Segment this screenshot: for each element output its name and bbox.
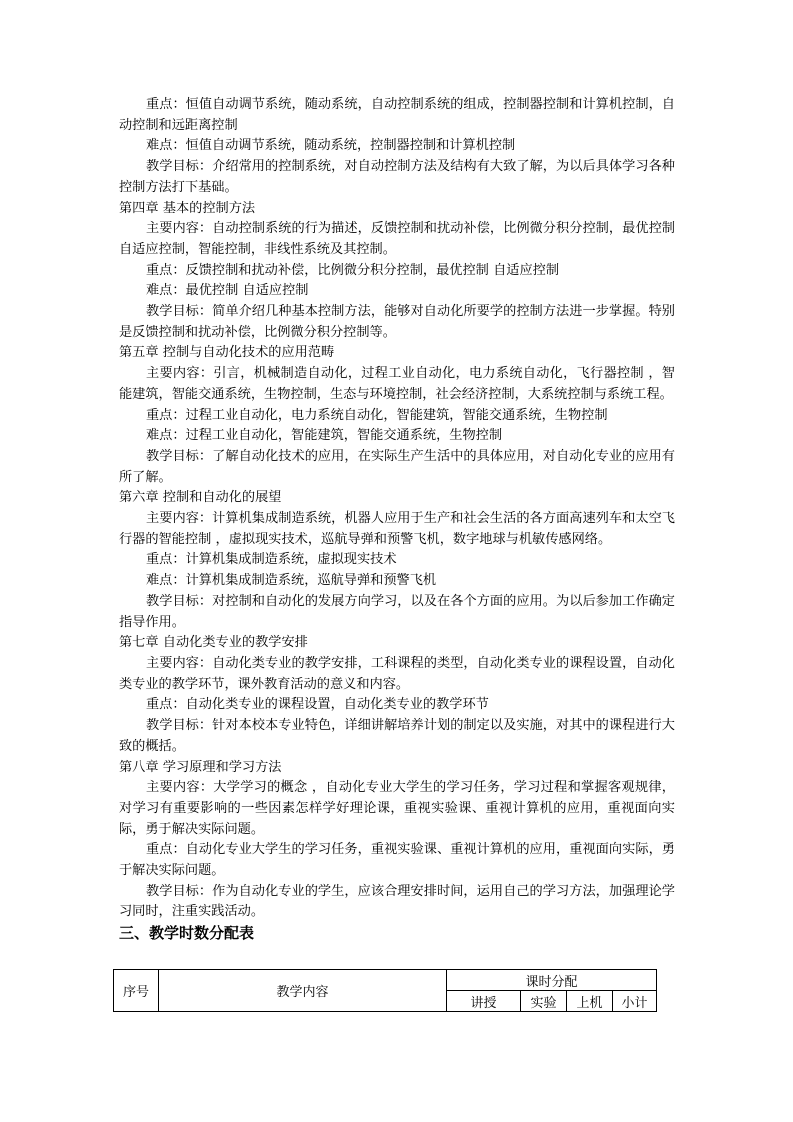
paragraph: 难点：计算机集成制造系统，巡航导弹和预警飞机 (146, 573, 437, 589)
chapter-heading: 第五章 控制与自动化技术的应用范畴 (119, 345, 335, 361)
paragraph: 主要内容：计算机集成制造系统，机器人应用于生产和社会生活的各方面高速列车和太空飞行器的智能控制 ，虚拟现实技术，巡航导弹和预警飞机，数字地球与机敏传感网络。 (119, 511, 675, 547)
section-title: 三、教学时数分配表 (119, 924, 255, 943)
header-subtotal: 小计 (613, 991, 657, 1012)
paragraph: 重点：自动化类专业的课程设置，自动化类专业的教学环节 (146, 697, 489, 713)
paragraph: 主要内容：引言，机械制造自动化，过程工业自动化，电力系统自动化，飞行器控制 ，智能建筑，智能交通系统，生物控制，生态与环境控制，社会经济控制，大系统控制与系统工程。 (119, 366, 675, 402)
paragraph: 教学目标：对控制和自动化的发展方向学习，以及在各个方面的应用。为以后参加工作确定指导作用。 (119, 593, 675, 630)
header-computer: 上机 (567, 991, 613, 1012)
table-header-row (114, 970, 657, 991)
header-hours: 课时分配 (447, 970, 657, 991)
paragraph: 重点：计算机集成制造系统，虚拟现实技术 (146, 552, 397, 568)
hours-allocation-table (113, 969, 657, 1012)
chapter-heading: 第八章 学习原理和学习方法 (119, 759, 282, 775)
paragraph: 难点：过程工业自动化，智能建筑，智能交通系统，生物控制 (146, 428, 503, 444)
paragraph: 难点：最优控制 自适应控制 (146, 283, 309, 299)
paragraph: 主要内容：自动控制系统的行为描述，反馈控制和扰动补偿，比例微分积分控制，最优控制 自适应控制，智能控制，非线性系统及其控制。 (119, 221, 675, 257)
paragraph: 教学目标：针对本校本专业特色，详细讲解培养计划的制定以及实施，对其中的课程进行大致的概括。 (119, 718, 675, 754)
paragraph: 教学目标：作为自动化专业的学生，应该合理安排时间，运用自己的学习方法，加强理论学习同时，注重实践活动。 (119, 883, 675, 920)
header-experiment: 实验 (521, 991, 567, 1012)
document-body (119, 95, 675, 943)
chapter-heading: 第七章 自动化类专业的教学安排 (119, 635, 308, 651)
header-content: 教学内容 (159, 970, 447, 1012)
paragraph: 教学目标：简单介绍几种基本控制方法，能够对自动化所要学的控制方法进一步掌握。特别是反馈控制和扰动补偿，比例微分积分控制等。 (119, 304, 675, 340)
header-lecture: 讲授 (447, 991, 521, 1012)
paragraph: 难点：恒值自动调节系统，随动系统，控制器控制和计算机控制 (146, 138, 516, 154)
paragraph: 重点：过程工业自动化，电力系统自动化，智能建筑，智能交通系统，生物控制 (146, 407, 608, 423)
paragraph: 重点：反馈控制和扰动补偿，比例微分积分控制，最优控制 自适应控制 (146, 262, 560, 278)
paragraph: 重点：恒值自动调节系统，随动系统，自动控制系统的组成，控制器控制和计算机控制，自动控制和远距离控制 (119, 97, 675, 133)
paragraph: 重点：自动化专业大学生的学习任务，重视实验课、重视计算机的应用，重视面向实际，勇于解决实际问题。 (119, 842, 675, 879)
paragraph: 教学目标：了解自动化技术的应用，在实际生产生活中的具体应用，对自动化专业的应用有所了解。 (119, 448, 675, 485)
header-index: 序号 (114, 970, 159, 1012)
chapter-heading: 第六章 控制和自动化的展望 (119, 490, 282, 506)
paragraph: 教学目标：介绍常用的控制系统，对自动控制方法及结构有大致了解，为以后具体学习各种控制方法打下基础。 (119, 159, 675, 195)
chapter-heading: 第四章 基本的控制方法 (119, 200, 256, 216)
paragraph: 主要内容：大学学习的概念 ，自动化专业大学生的学习任务，学习过程和掌握客观规律，对学习有重要影响的一些因素怎样学好理论课，重视实验课、重视计算机的应用，重视面向实际，勇于解决实际问题。 (119, 780, 675, 837)
paragraph: 主要内容：自动化类专业的教学安排，工科课程的类型，自动化类专业的课程设置，自动化类专业的教学环节，课外教育活动的意义和内容。 (119, 655, 675, 692)
